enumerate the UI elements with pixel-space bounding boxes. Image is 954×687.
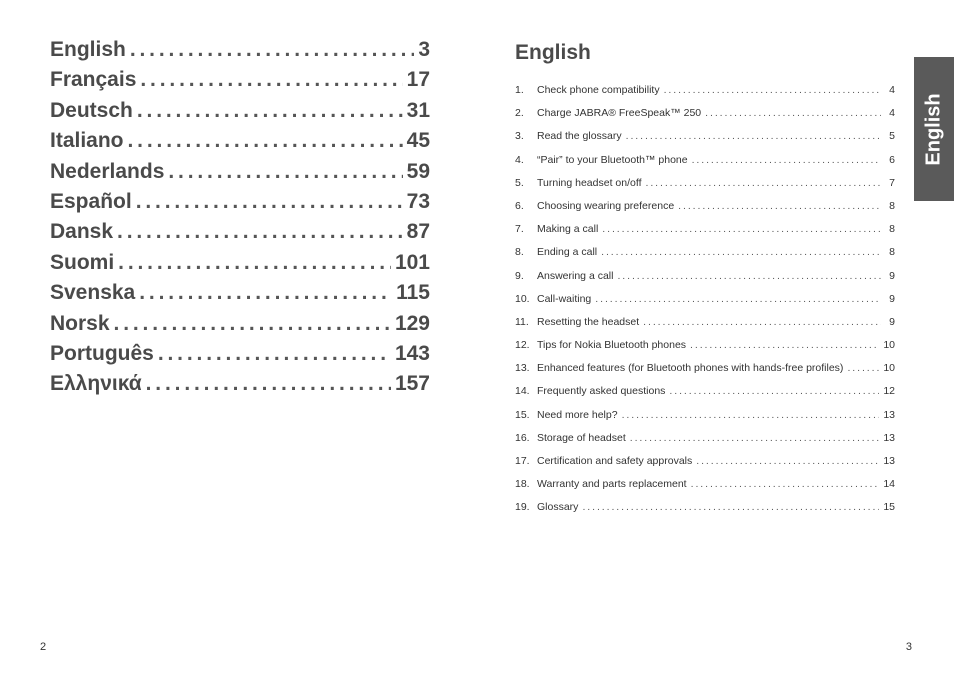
language-page-number: 143 — [394, 341, 430, 365]
dot-leader — [630, 432, 880, 444]
language-entry-nederlands[interactable] — [50, 160, 430, 190]
toc-entry[interactable] — [515, 84, 895, 107]
toc-number: 16. — [515, 431, 530, 444]
language-page-number: 59 — [406, 159, 430, 183]
dot-leader — [117, 220, 403, 244]
dot-leader — [602, 223, 881, 235]
dot-leader — [158, 342, 391, 366]
dot-leader — [690, 339, 879, 351]
dot-leader — [696, 455, 879, 467]
language-entry-portugues[interactable] — [50, 342, 430, 372]
dot-leader — [643, 316, 881, 328]
toc-page-number: 14 — [883, 478, 895, 491]
language-entry-italiano[interactable] — [50, 129, 430, 159]
language-name: Norsk — [50, 311, 110, 335]
section-title: English — [515, 41, 591, 64]
language-page-number: 129 — [394, 311, 430, 335]
dot-leader — [669, 385, 879, 397]
dot-leader — [664, 84, 881, 96]
toc-entry[interactable] — [515, 200, 895, 223]
toc-page-number: 12 — [883, 385, 895, 398]
language-page-number: 115 — [396, 281, 430, 305]
toc-entry[interactable] — [515, 385, 895, 408]
toc-label: Read the glossary — [537, 130, 622, 143]
language-name: Dansk — [50, 220, 114, 244]
dot-leader — [168, 160, 402, 184]
language-name: Deutsch — [50, 98, 133, 122]
toc-entry[interactable] — [515, 362, 895, 385]
toc-number: 6. — [515, 199, 524, 212]
dot-leader — [626, 130, 881, 142]
language-page-number: 87 — [406, 220, 430, 244]
toc-page-number: 10 — [883, 339, 895, 352]
dot-leader — [617, 270, 881, 282]
page-number-left: 2 — [40, 641, 47, 653]
dot-leader — [646, 177, 882, 189]
toc-page-number: 5 — [889, 130, 895, 143]
dot-leader — [139, 281, 392, 305]
language-entry-greek[interactable] — [50, 372, 430, 402]
dot-leader — [582, 501, 879, 513]
language-entry-espanol[interactable] — [50, 190, 430, 220]
dot-leader — [128, 129, 403, 153]
toc-page-number: 9 — [889, 269, 895, 282]
dot-leader — [140, 68, 402, 92]
toc-page-number: 9 — [889, 292, 895, 305]
language-name: Nederlands — [50, 159, 165, 183]
toc-page-number: 4 — [889, 107, 895, 120]
toc-number: 9. — [515, 269, 524, 282]
language-name: Français — [50, 68, 137, 92]
toc-label: Certification and safety approvals — [537, 455, 693, 467]
language-entry-suomi[interactable] — [50, 251, 430, 281]
toc-entry[interactable] — [515, 316, 895, 339]
toc-label: Call-waiting — [537, 292, 592, 305]
toc-label: Ending a call — [537, 246, 598, 259]
toc-entry[interactable] — [515, 130, 895, 153]
toc-number: 7. — [515, 223, 524, 236]
toc-label: Need more help? — [537, 408, 618, 421]
toc-entry[interactable] — [515, 455, 895, 478]
toc-number: 2. — [515, 107, 524, 120]
dot-leader — [678, 200, 881, 212]
table-of-contents — [515, 84, 895, 525]
toc-entry[interactable] — [515, 270, 895, 293]
language-page-number: 73 — [406, 189, 430, 213]
toc-page-number: 7 — [889, 176, 895, 189]
toc-number: 1. — [515, 84, 524, 96]
toc-number: 13. — [515, 362, 530, 375]
dot-leader — [137, 99, 403, 123]
toc-number: 10. — [515, 292, 530, 305]
dot-leader — [622, 409, 880, 421]
language-name: Português — [50, 341, 154, 365]
language-entry-norsk[interactable] — [50, 312, 430, 342]
toc-number: 14. — [515, 385, 530, 398]
toc-entry[interactable] — [515, 409, 895, 432]
toc-label: Tips for Nokia Bluetooth phones — [537, 339, 687, 352]
toc-page-number: 8 — [889, 199, 895, 212]
language-name: Ελληνικά — [50, 372, 142, 396]
toc-label: Glossary — [537, 501, 579, 514]
toc-entry[interactable] — [515, 339, 895, 362]
language-page-number: 101 — [394, 250, 430, 274]
dot-leader — [691, 478, 880, 490]
toc-page-number: 13 — [883, 408, 895, 421]
toc-entry[interactable] — [515, 432, 895, 455]
language-entry-francais[interactable] — [50, 68, 430, 98]
language-name: English — [50, 38, 126, 61]
dot-leader — [118, 251, 391, 275]
toc-page-number: 6 — [889, 153, 895, 166]
toc-label: Turning headset on/off — [537, 176, 642, 189]
toc-number: 18. — [515, 478, 530, 491]
dot-leader — [146, 372, 391, 396]
language-entry-dansk[interactable] — [50, 220, 430, 250]
language-name: Italiano — [50, 129, 124, 153]
toc-label: “Pair” to your Bluetooth™ phone — [537, 153, 688, 166]
toc-page-number: 13 — [883, 431, 895, 444]
toc-label: Making a call — [537, 223, 599, 236]
toc-number: 5. — [515, 176, 524, 189]
language-entry-svenska[interactable] — [50, 281, 430, 311]
toc-number: 19. — [515, 501, 530, 514]
toc-entry[interactable] — [515, 223, 895, 246]
toc-page-number: 10 — [883, 362, 895, 375]
toc-page-number: 9 — [889, 315, 895, 328]
toc-label: Frequently asked questions — [537, 385, 666, 398]
toc-label: Answering a call — [537, 269, 614, 282]
language-index — [50, 38, 430, 403]
toc-label: Warranty and parts replacement — [537, 478, 687, 491]
toc-number: 3. — [515, 130, 524, 143]
toc-number: 8. — [515, 246, 524, 259]
language-side-tab — [914, 57, 954, 201]
toc-page-number: 8 — [889, 223, 895, 236]
toc-number: 11. — [515, 315, 529, 328]
toc-number: 15. — [515, 408, 530, 421]
dot-leader — [130, 38, 414, 62]
language-name: Suomi — [50, 250, 115, 274]
toc-label: Charge JABRA® FreeSpeak™ 250 — [537, 107, 702, 120]
language-page-number: 17 — [406, 68, 430, 92]
language-page-number: 157 — [394, 372, 430, 396]
toc-page-number: 13 — [883, 455, 895, 467]
dot-leader — [136, 190, 403, 214]
toc-entry[interactable] — [515, 246, 895, 269]
dot-leader — [705, 107, 881, 119]
dot-leader — [692, 154, 881, 166]
language-page-number: 3 — [418, 38, 430, 61]
language-name: Español — [50, 189, 132, 213]
toc-page-number: 8 — [889, 246, 895, 259]
toc-label: Choosing wearing preference — [537, 199, 675, 212]
language-page-number: 31 — [406, 98, 430, 122]
toc-entry[interactable] — [515, 177, 895, 200]
toc-label: Resetting the headset — [537, 315, 640, 328]
toc-number: 4. — [515, 153, 524, 166]
toc-entry[interactable] — [515, 501, 895, 524]
toc-page-number: 4 — [889, 84, 895, 96]
side-tab-label: English — [922, 92, 945, 166]
toc-label: Enhanced features (for Bluetooth phones with hands-free profiles) — [537, 362, 844, 375]
toc-label: Storage of headset — [537, 431, 626, 444]
toc-entry[interactable] — [515, 478, 895, 501]
dot-leader — [601, 246, 881, 258]
dot-leader — [595, 293, 881, 305]
toc-number: 12. — [515, 339, 530, 352]
language-entry-deutsch[interactable] — [50, 99, 430, 129]
toc-entry[interactable] — [515, 154, 895, 177]
language-name: Svenska — [50, 281, 136, 305]
toc-page-number: 15 — [883, 501, 895, 514]
toc-entry[interactable] — [515, 107, 895, 130]
toc-number: 17. — [515, 455, 530, 467]
toc-entry[interactable] — [515, 293, 895, 316]
dot-leader — [847, 362, 879, 374]
right-page — [477, 0, 954, 687]
toc-label: Check phone compatibility — [537, 84, 660, 96]
page-number-right: 3 — [905, 641, 912, 653]
language-entry-english[interactable] — [50, 38, 430, 68]
dot-leader — [114, 312, 391, 336]
language-page-number: 45 — [406, 129, 430, 153]
